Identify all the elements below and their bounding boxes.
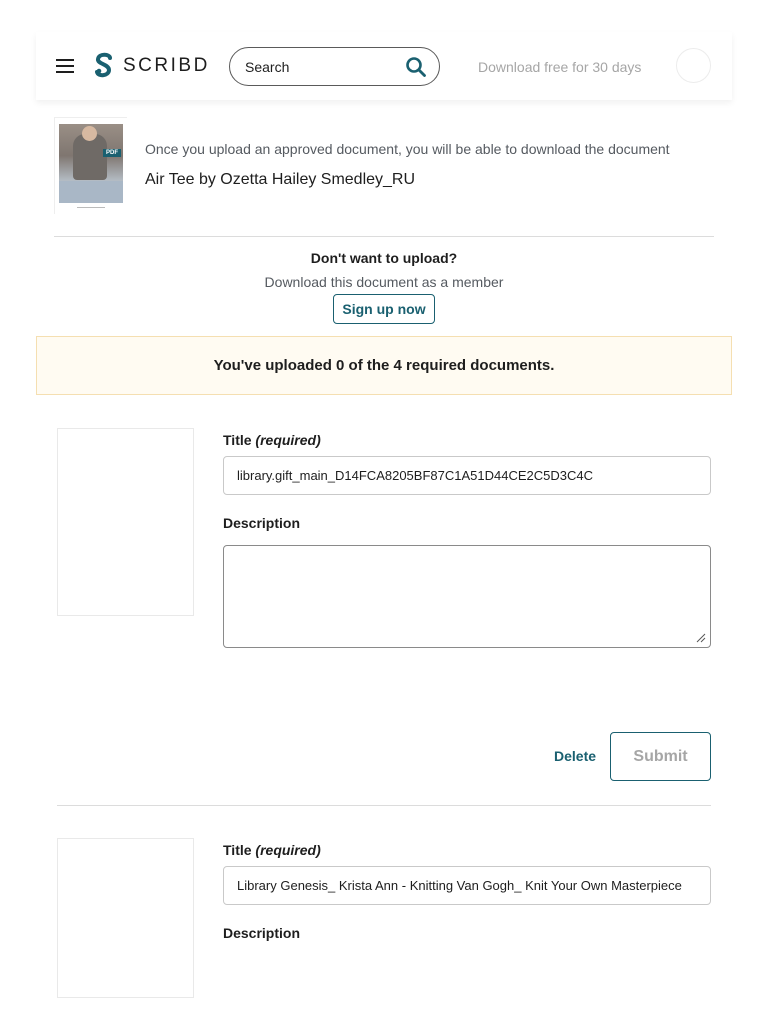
description-label: Description <box>223 515 301 531</box>
menu-icon[interactable] <box>56 59 74 73</box>
upload-card <box>57 428 711 808</box>
title-label: Title (required) <box>223 432 321 448</box>
top-header <box>36 32 732 100</box>
document-cover-image <box>59 124 123 203</box>
title-label: Title (required) <box>223 842 321 858</box>
submit-button[interactable]: Submit <box>610 732 711 781</box>
upload-progress-banner: You've uploaded 0 of the 4 required documents. <box>36 336 732 395</box>
download-free-link[interactable]: Download free for 30 days <box>478 59 642 75</box>
description-label: Description <box>223 925 301 941</box>
upload-preview <box>57 838 194 998</box>
sign-up-button[interactable]: Sign up now <box>333 294 434 324</box>
search-box[interactable] <box>229 47 440 86</box>
divider <box>54 236 714 237</box>
description-textarea[interactable] <box>223 545 711 648</box>
title-input[interactable]: Library Genesis_ Krista Ann - Knitting Van Gogh_ Knit Your Own Masterpiece <box>223 866 711 905</box>
upload-preview <box>57 428 194 616</box>
avatar[interactable] <box>676 48 711 83</box>
upload-note: Once you upload an approved document, you will be able to download the document <box>145 141 670 157</box>
scribd-logo[interactable] <box>93 52 210 80</box>
divider <box>57 805 711 806</box>
delete-button[interactable]: Delete <box>554 748 597 764</box>
pdf-badge: PDF <box>103 149 121 157</box>
document-title[interactable]: Air Tee by Ozetta Hailey Smedley_RU <box>145 171 416 188</box>
upsell-subtitle: Download this document as a member <box>264 274 504 290</box>
document-thumbnail <box>54 117 127 214</box>
scribd-logo-mark-icon <box>93 52 115 80</box>
upload-card <box>57 838 711 1024</box>
search-icon[interactable] <box>405 56 427 78</box>
logo-text: SCRIBD <box>123 55 210 76</box>
resize-handle-icon[interactable] <box>696 633 706 643</box>
upsell-section <box>0 250 768 324</box>
search-input[interactable] <box>245 59 395 75</box>
title-input[interactable]: library.gift_main_D14FCA8205BF87C1A51D44CE2C5D3C4C <box>223 456 711 495</box>
upsell-question: Don't want to upload? <box>310 250 458 266</box>
